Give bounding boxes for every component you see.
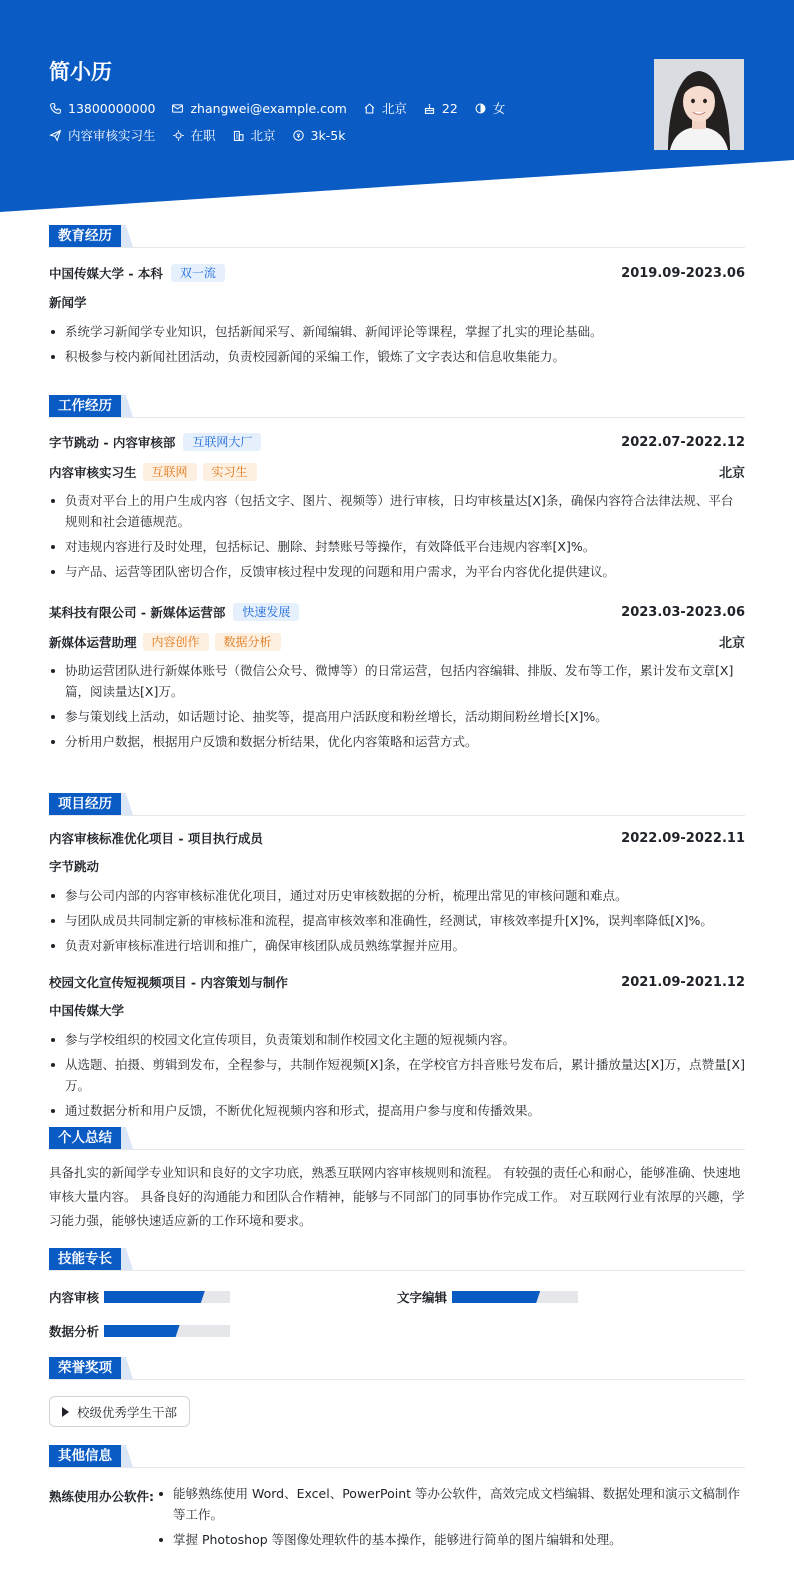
job-period: 2023.03-2023.06 bbox=[621, 604, 745, 620]
section-title-label: 工作经历 bbox=[49, 395, 121, 417]
section-divider bbox=[49, 1379, 745, 1380]
school-name: 中国传媒大学 - 本科 bbox=[49, 266, 163, 281]
job-role-row bbox=[49, 632, 745, 651]
list-item: 从选题、拍摄、剪辑到发布，全程参与，共制作短视频[X]条，在学校官方抖音账号发布后，累计播放量达[X]万，点赞量[X]万。 bbox=[49, 1054, 745, 1096]
salary-text: 3k-5k bbox=[310, 127, 346, 143]
age-item bbox=[423, 101, 458, 116]
job-city: 北京 bbox=[718, 636, 745, 651]
email-item bbox=[171, 101, 346, 116]
education-header-row bbox=[49, 264, 745, 282]
section-divider bbox=[49, 1270, 745, 1271]
skill-bar bbox=[452, 1291, 578, 1303]
school-badge: 双一流 bbox=[171, 264, 225, 282]
project-org-row bbox=[49, 857, 745, 875]
education-bullets bbox=[49, 321, 745, 367]
list-item: 分析用户数据，根据用户反馈和数据分析结果，优化内容策略和运营方式。 bbox=[49, 731, 745, 752]
city-item bbox=[232, 126, 276, 144]
job-header-row bbox=[49, 433, 745, 451]
status-icon bbox=[172, 129, 185, 142]
skill-bar-fill bbox=[104, 1325, 180, 1337]
phone-icon bbox=[49, 102, 62, 115]
company-badge: 互联网大厂 bbox=[183, 433, 261, 451]
list-item: 能够熟练使用 Word、Excel、PowerPoint 等办公软件，高效完成文档编辑、数据处理和演示文稿制作等工作。 bbox=[157, 1483, 745, 1525]
age-text: 22 bbox=[441, 100, 458, 116]
project-org: 字节跳动 bbox=[49, 859, 100, 874]
list-item: 参与公司内部的内容审核标准优化项目，通过对历史审核数据的分析，梳理出常见的审核问题和难点。 bbox=[49, 885, 745, 906]
job-role-row bbox=[49, 462, 745, 481]
title-decoration bbox=[121, 395, 133, 417]
other-bullets bbox=[157, 1483, 745, 1550]
title-decoration bbox=[121, 1248, 133, 1270]
section-divider bbox=[49, 1149, 745, 1150]
section-title-label: 个人总结 bbox=[49, 1127, 121, 1149]
candidate-name: 简小历 bbox=[49, 60, 112, 84]
other-section bbox=[49, 1445, 745, 1565]
list-item: 积极参与校内新闻社团活动，负责校园新闻的采编工作，锻炼了文字表达和信息收集能力。 bbox=[49, 346, 745, 367]
email-text: zhangwei@example.com bbox=[190, 100, 347, 116]
skill-bar-fill bbox=[452, 1291, 540, 1303]
salary-item bbox=[292, 128, 346, 143]
gender-item bbox=[474, 99, 506, 117]
project-bullets bbox=[49, 885, 745, 956]
awards-section bbox=[49, 1357, 745, 1432]
other-title bbox=[49, 1445, 745, 1467]
cake-icon bbox=[423, 102, 436, 115]
skill-item bbox=[49, 1288, 230, 1306]
job-bullets bbox=[49, 490, 745, 582]
list-item: 参与学校组织的校园文化宣传项目，负责策划和制作校园文化主题的短视频内容。 bbox=[49, 1029, 745, 1050]
job-bullets bbox=[49, 660, 745, 752]
job-tag: 互联网 bbox=[143, 463, 197, 481]
job-target-text: 内容审核实习生 bbox=[68, 128, 156, 143]
skill-item bbox=[397, 1288, 578, 1306]
project-name: 校园文化宣传短视频项目 - 内容策划与制作 bbox=[49, 975, 288, 990]
resume-header bbox=[0, 0, 794, 212]
mail-icon bbox=[171, 102, 184, 115]
title-decoration bbox=[121, 1357, 133, 1379]
location-item bbox=[363, 99, 407, 117]
status-item bbox=[172, 126, 216, 144]
contact-row bbox=[49, 99, 521, 117]
list-item: 掌握 Photoshop 等图像处理软件的基本操作，能够进行简单的图片编辑和处理。 bbox=[157, 1529, 745, 1550]
section-title-label: 项目经历 bbox=[49, 793, 121, 815]
list-item: 协助运营团队进行新媒体账号（微信公众号、微博等）的日常运营，包括内容编辑、排版、发布等工作，累计发布文章[X]篇，阅读量达[X]万。 bbox=[49, 660, 745, 702]
list-item: 负责对平台上的用户生成内容（包括文字、图片、视频等）进行审核，日均审核量达[X]条，确保内容符合法律法规、平台规则和社会道德规范。 bbox=[49, 490, 745, 532]
gender-text: 女 bbox=[492, 101, 506, 116]
list-item: 负责对新审核标准进行培训和推广，确保审核团队成员熟练掌握并应用。 bbox=[49, 935, 745, 956]
skill-label: 内容审核 bbox=[49, 1290, 100, 1305]
project-name: 内容审核标准优化项目 - 项目执行成员 bbox=[49, 831, 263, 846]
section-title-label: 其他信息 bbox=[49, 1445, 121, 1467]
section-title-label: 教育经历 bbox=[49, 225, 121, 247]
skill-bar-fill bbox=[104, 1291, 205, 1303]
project-org: 中国传媒大学 bbox=[49, 1003, 125, 1018]
gender-icon bbox=[474, 102, 487, 115]
play-icon bbox=[62, 1407, 69, 1417]
job-target-item bbox=[49, 126, 156, 144]
city-text: 北京 bbox=[250, 128, 276, 143]
job-period: 2022.07-2022.12 bbox=[621, 434, 745, 450]
summary-text: 具备扎实的新闻学专业知识和良好的文字功底，熟悉互联网内容审核规则和流程。 有较强的责任心和耐心，能够准确、快速地审核大量内容。 具备良好的沟通能力和团队合作精神，能够与不同部门的同事协作完成工作。 对互联网行业有浓厚的兴趣，学习能力强，能够快速适应新的工作环境和要求。 bbox=[49, 1165, 745, 1228]
send-icon bbox=[49, 129, 62, 142]
award-item[interactable] bbox=[49, 1396, 190, 1427]
awards-title bbox=[49, 1357, 745, 1379]
skill-label: 数据分析 bbox=[49, 1324, 100, 1339]
skill-bar bbox=[104, 1325, 230, 1337]
other-label: 熟练使用办公软件: bbox=[49, 1489, 154, 1504]
work-title bbox=[49, 395, 745, 417]
award-label: 校级优秀学生干部 bbox=[77, 1404, 178, 1420]
avatar-photo bbox=[654, 59, 744, 150]
education-period: 2019.09-2023.06 bbox=[621, 265, 745, 281]
list-item: 与团队成员共同制定新的审核标准和流程，提高审核效率和准确性，经测试，审核效率提升[X]%，误判率降低[X]%。 bbox=[49, 910, 745, 931]
status-text: 在职 bbox=[190, 128, 216, 143]
job-tag: 数据分析 bbox=[215, 633, 281, 651]
building-icon bbox=[232, 129, 245, 142]
major-row bbox=[49, 293, 745, 311]
location-text: 北京 bbox=[381, 101, 407, 116]
home-icon bbox=[363, 102, 376, 115]
section-divider bbox=[49, 247, 745, 248]
major-name: 新闻学 bbox=[49, 295, 87, 310]
list-item: 参与策划线上活动，如话题讨论、抽奖等，提高用户活跃度和粉丝增长，活动期间粉丝增长[X]%。 bbox=[49, 706, 745, 727]
job-role: 新媒体运营助理 bbox=[49, 634, 137, 650]
education-title bbox=[49, 225, 745, 247]
project-header-row bbox=[49, 973, 745, 991]
phone-text: 13800000000 bbox=[68, 100, 156, 116]
section-title-label: 荣誉奖项 bbox=[49, 1357, 121, 1379]
job-tag: 实习生 bbox=[203, 463, 257, 481]
projects-title bbox=[49, 793, 745, 815]
job-intent-row bbox=[49, 126, 361, 144]
skills-section bbox=[49, 1248, 745, 1343]
title-decoration bbox=[121, 1445, 133, 1467]
portrait-image bbox=[654, 59, 744, 150]
section-divider bbox=[49, 815, 745, 816]
title-decoration bbox=[121, 793, 133, 815]
project-period: 2021.09-2021.12 bbox=[621, 974, 745, 990]
job-role: 内容审核实习生 bbox=[49, 464, 137, 480]
job-city: 北京 bbox=[718, 466, 745, 481]
project-bullets bbox=[49, 1029, 745, 1121]
list-item: 对违规内容进行及时处理，包括标记、删除、封禁账号等操作，有效降低平台违规内容率[X]%。 bbox=[49, 536, 745, 557]
job-header-row bbox=[49, 603, 745, 621]
title-decoration bbox=[121, 225, 133, 247]
education-section bbox=[49, 225, 745, 375]
summary-title bbox=[49, 1127, 745, 1149]
projects-section bbox=[49, 793, 745, 1123]
phone-item bbox=[49, 101, 155, 116]
company-name: 字节跳动 - 内容审核部 bbox=[49, 435, 176, 450]
section-title-label: 技能专长 bbox=[49, 1248, 121, 1270]
money-icon bbox=[292, 129, 305, 142]
skills-title bbox=[49, 1248, 745, 1270]
skill-label: 文字编辑 bbox=[397, 1290, 448, 1305]
job-tag: 内容创作 bbox=[143, 633, 209, 651]
section-divider bbox=[49, 1467, 745, 1468]
list-item: 通过数据分析和用户反馈，不断优化短视频内容和形式，提高用户参与度和传播效果。 bbox=[49, 1100, 745, 1121]
section-divider bbox=[49, 417, 745, 418]
project-period: 2022.09-2022.11 bbox=[621, 830, 745, 846]
company-name: 某科技有限公司 - 新媒体运营部 bbox=[49, 605, 226, 620]
title-decoration bbox=[121, 1127, 133, 1149]
list-item: 与产品、运营等团队密切合作，反馈审核过程中发现的问题和用户需求，为平台内容优化提供建议。 bbox=[49, 561, 745, 582]
skill-bar bbox=[104, 1291, 230, 1303]
skill-item bbox=[49, 1322, 230, 1340]
list-item: 系统学习新闻学专业知识，包括新闻采写、新闻编辑、新闻评论等课程，掌握了扎实的理论基础。 bbox=[49, 321, 745, 342]
work-section bbox=[49, 395, 745, 775]
company-badge: 快速发展 bbox=[233, 603, 299, 621]
project-header-row bbox=[49, 829, 745, 847]
project-org-row bbox=[49, 1001, 745, 1019]
summary-section bbox=[49, 1127, 745, 1237]
